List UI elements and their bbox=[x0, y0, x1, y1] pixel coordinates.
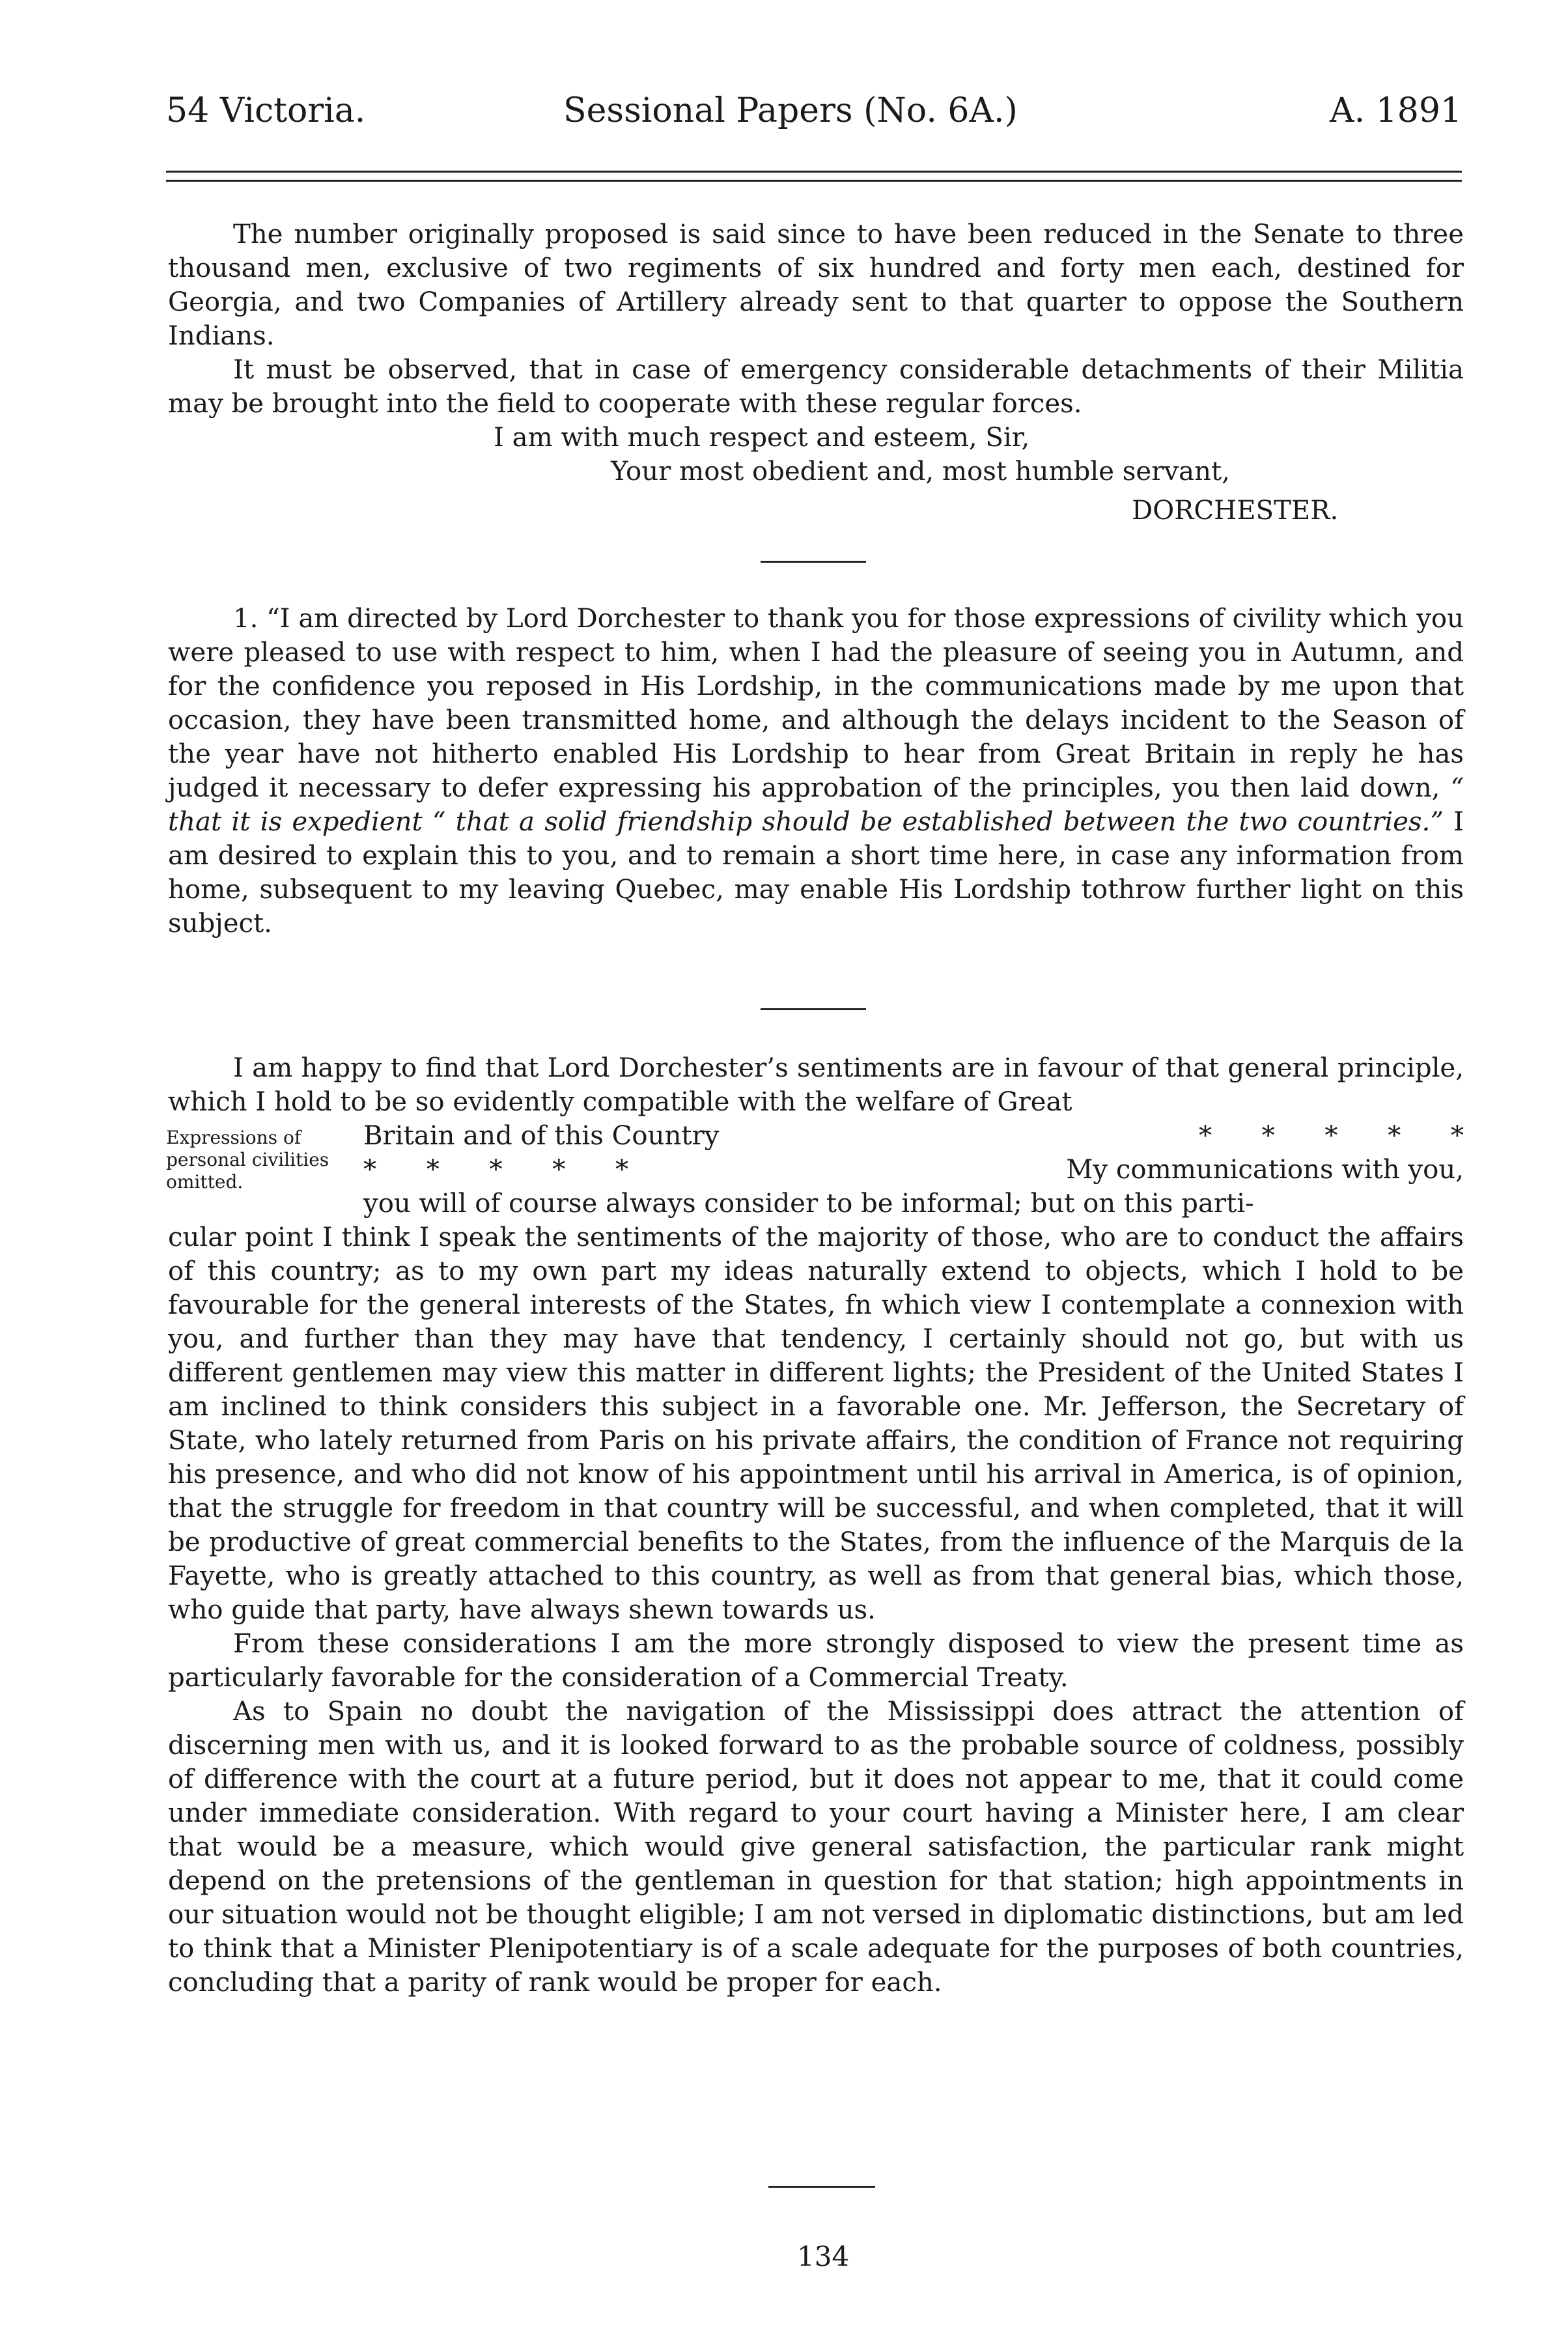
paragraph: It must be observed, that in case of emergency considerable detachments of their Militia may be brought into the field to cooperate with these regular forces. bbox=[168, 355, 1464, 419]
paragraph-line: I am happy to find that Lord Dorchester’s sentiments are in favour of that general principle, which I hold to be so evidently compatible with the welfare of Great bbox=[168, 1053, 1464, 1117]
paragraph bbox=[168, 602, 1464, 940]
paragraph-line bbox=[168, 1119, 1464, 1153]
section-divider bbox=[761, 561, 866, 563]
ellipsis-stars: * * * * * bbox=[1198, 1121, 1464, 1151]
section-divider bbox=[761, 1008, 866, 1010]
section-divider bbox=[768, 2186, 875, 2188]
paragraph: cular point I think I speak the sentiments of the majority of those, who are to conduct the affairs of this country; as to my own part my ideas naturally extend to objects, which I hold to be favourable for the general interests of the States, fn which view I contemplate a connexion with you, and further than they may have that tendency, I certainly should not go, but with us different gentlemen may view this matter in different lights; the President of the United States I am inclined to think considers this subject in a favorable one. Mr. Jefferson, the Secretary of State, who lately returned from Paris on his private affairs, the condition of France not requiring his presence, and who did not know of his appointment until his arrival in America, is of opinion, that the struggle for freedom in that country will be successful, and when completed, that it will be productive of great commercial benefits to the States, from the influence of the Marquis de la Fayette, who is greatly attached to this country, as well as from that general bias, which those, who guide that party, have always shewn towards us. bbox=[168, 1223, 1464, 1625]
letter-end-section bbox=[168, 218, 1464, 528]
paragraph-text: 1. “I am directed by Lord Dorchester to thank you for those expressions of civility which you were pleased to use with respect to him, when I had the pleasure of seeing you in Autumn, and for the confidence you reposed in His Lordship, in the communications made by me upon that occasion, they have been transmitted home, and although the delays incident to the Season of the year have not hitherto enabled His Lordship to hear from Great Britain in reply he has judged it necessary to defer expressing his approbation of the principles, you then laid down, bbox=[168, 604, 1464, 803]
margin-note: Expressions of personal civilities omitted. bbox=[166, 1127, 329, 1193]
header-volume: 54 Victoria. bbox=[166, 91, 366, 130]
paragraph: As to Spain no doubt the navigation of the Mississippi does attract the attention of discerning men with us, and it is looked forward to as the probable source of coldness, possibly of difference with the court at a future period, but it does not appear to me, that it could come under immediate consideration. With regard to your court having a Minister here, I am clear that would be a measure, which would give general satisfaction, the particular rank might depend on the pretensions of the gentleman in question for that station; high appointments in our situation would not be thought eligible; I am not versed in diplomatic distinctions, but am led to think that a Minister Plenipotentiary is of a scale adequate for the purposes of both countries, concluding that a parity of rank would be proper for each. bbox=[168, 1697, 1464, 1998]
page-number: 134 bbox=[797, 2241, 850, 2272]
quoted-section bbox=[168, 602, 1464, 940]
header-year: A. 1891 bbox=[1330, 91, 1462, 130]
line-text: My communications with you, bbox=[1066, 1155, 1464, 1185]
closing-line: I am with much respect and esteem, Sir, bbox=[494, 423, 1030, 453]
ellipsis-stars: * * * * * bbox=[363, 1155, 629, 1185]
paragraph: From these considerations I am the more strongly disposed to view the present time as particularly favorable for the consideration of a Commercial Treaty. bbox=[168, 1629, 1464, 1693]
closing-line: Your most obedient and, most humble servant, bbox=[611, 457, 1230, 487]
signature: DORCHESTER. bbox=[1132, 496, 1339, 526]
running-header bbox=[166, 91, 1462, 137]
paragraph: The number originally proposed is said since to have been reduced in the Senate to three thousand men, exclusive of two regiments of six hundred and forty men each, destined for Georgia, and two Companies of Artillery already sent to that quarter to oppose the Southern Indians. bbox=[168, 219, 1464, 351]
header-title: Sessional Papers (No. 6A.) bbox=[563, 91, 1018, 130]
line-text: Britain and of this Country bbox=[363, 1121, 720, 1151]
header-rule-upper bbox=[166, 171, 1462, 173]
paragraph-line bbox=[168, 1153, 1464, 1187]
paragraph-text: I am desired to explain this to you, and to remain a short time here, in case any information from home, subsequent to my leaving Quebec, may enable His Lordship tothrow further light on this subject. bbox=[168, 807, 1464, 939]
italic-quote: “ that it is expedient “ that a solid friendship should be established between the two countries.” bbox=[168, 773, 1464, 837]
paragraph-line: you will of course always consider to be informal; but on this parti- bbox=[363, 1189, 1254, 1219]
reply-section bbox=[168, 1051, 1464, 2000]
header-rule-lower bbox=[166, 180, 1462, 182]
